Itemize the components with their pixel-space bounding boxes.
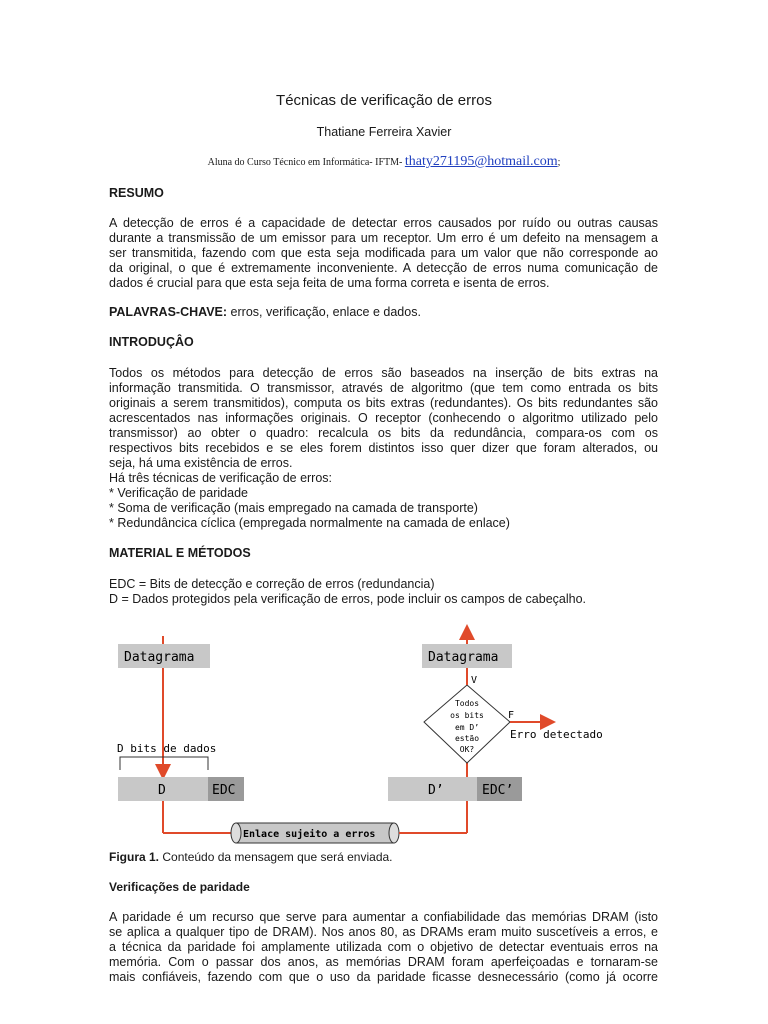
link-cylinder-left-cap: [231, 823, 241, 843]
edc-field-label: EDC: [212, 783, 236, 798]
error-detected-label: Erro detectado: [510, 728, 603, 741]
resumo-heading: RESUMO: [109, 186, 164, 200]
decision-text-line: OK?: [459, 745, 475, 754]
figure-caption: [109, 850, 393, 864]
affiliation-text: Aluna do Curso Técnico em Informática- IFTM-: [207, 157, 403, 168]
definition-d: D = Dados protegidos pela verificação de erros, pode incluir os campos de cabeçalho.: [109, 592, 587, 606]
text-line: respectivos bits recebidos e se eles forem distintos isso quer dizer que foram alterados, ou: [109, 441, 658, 455]
d-field-label: D: [158, 783, 166, 798]
text-line: durante a transmissão de um emissor para um receptor. Um erro é um defeito na mensagem a: [109, 231, 658, 245]
list-item: * Redundâncica cíclica (empregada normalmente na camada de enlace): [109, 516, 510, 530]
list-intro: Há três técnicas de verificação de erros:: [109, 471, 333, 485]
text-line: a técnica da paridade foi amplamente utilizada com o objetivo de detectar eventuais erros na: [109, 940, 658, 954]
email-link[interactable]: thaty271195@hotmail.com: [404, 154, 558, 169]
decision-text-line: estão: [454, 734, 480, 743]
left-datagram-label: Datagrama: [124, 650, 195, 665]
decision-text-line: em D’: [454, 723, 480, 732]
introducao-heading: INTRODUÇÂO: [109, 335, 194, 349]
decision-text-line: os bits: [450, 711, 484, 720]
text-line: informação transmitida. O transmissor, através de algoritmo (que tem como entrada os bits: [109, 381, 658, 395]
paper-title: Técnicas de verificação de erros: [276, 92, 492, 109]
keywords-label: PALAVRAS-CHAVE:: [109, 305, 228, 319]
link-label: Enlace sujeito a erros: [243, 829, 376, 840]
keywords-text: erros, verificação, enlace e dados.: [227, 305, 421, 319]
material-heading: MATERIAL E MÉTODOS: [109, 546, 251, 560]
paridade-paragraph: [109, 910, 658, 985]
text-line: transmissor) ao obter o quadro: recalcula os bits da redundância, compara-os com os: [109, 426, 658, 440]
decision-text-line: Todos: [454, 699, 480, 708]
f-label: F: [508, 710, 515, 721]
text-line: ser transmitida, fazendo com que esta seja modificada para um valor que não corresponde ao: [109, 246, 658, 260]
figure-text: Conteúdo da mensagem que será enviada.: [159, 850, 393, 864]
v-label: V: [471, 675, 478, 686]
text-line: memória. Com o passar dos anos, as memórias DRAM foram aperfeiçoadas e tornaram-se: [109, 955, 658, 969]
text-line: mais confiáveis, fazendo com que o uso da paridade ficasse desnecessário (como já ocorre: [109, 970, 658, 984]
text-line: seja, há uma existência de erros.: [109, 456, 293, 470]
figure-label: Figura 1.: [109, 850, 160, 864]
edc-prime-label: EDC’: [482, 783, 514, 798]
link-cylinder-right-cap: [389, 823, 399, 843]
list-item: * Soma de verificação (mais empregado na camada de transporte): [109, 501, 478, 515]
affiliation-end: ;: [557, 157, 561, 168]
text-line: A detecção de erros é a capacidade de detectar erros causados por ruído ou outras causas: [109, 216, 658, 230]
text-line: A paridade é um recurso que serve para aumentar a confiabilidade das memórias DRAM (isto: [109, 910, 658, 924]
d-prime-label: D’: [428, 783, 444, 798]
text-line: dados é crucial para que esta seja feita de uma forma correta e isenta de erros.: [109, 276, 550, 290]
text-line: originais a serem transmitidos), computa os bits extras (redundantes). Os bits redundantes são: [109, 396, 658, 410]
list-item: * Verificação de paridade: [109, 486, 248, 500]
text-line: da original, o que é extremamente inconveniente. A detecção de erros numa comunicação de: [109, 261, 658, 275]
definition-edc: EDC = Bits de detecção e correção de erros (redundancia): [109, 577, 435, 591]
paridade-heading: Verificações de paridade: [109, 880, 250, 894]
bits-label: D bits de dados: [117, 742, 217, 755]
text-line: se aplica a qualquer tipo de DRAM). Nos anos 80, as DRAMs eram muito suscetíveis a erros, e: [109, 925, 658, 939]
text-line: Todos os métodos para detecção de erros são baseados na inserção de bits extras na: [109, 366, 658, 380]
right-datagram-label: Datagrama: [428, 650, 499, 665]
author-name: Thatiane Ferreira Xavier: [316, 125, 452, 139]
text-line: acrescentados nas informações originais. O receptor (conhecendo o algoritmo utilizado pelo: [109, 411, 658, 425]
